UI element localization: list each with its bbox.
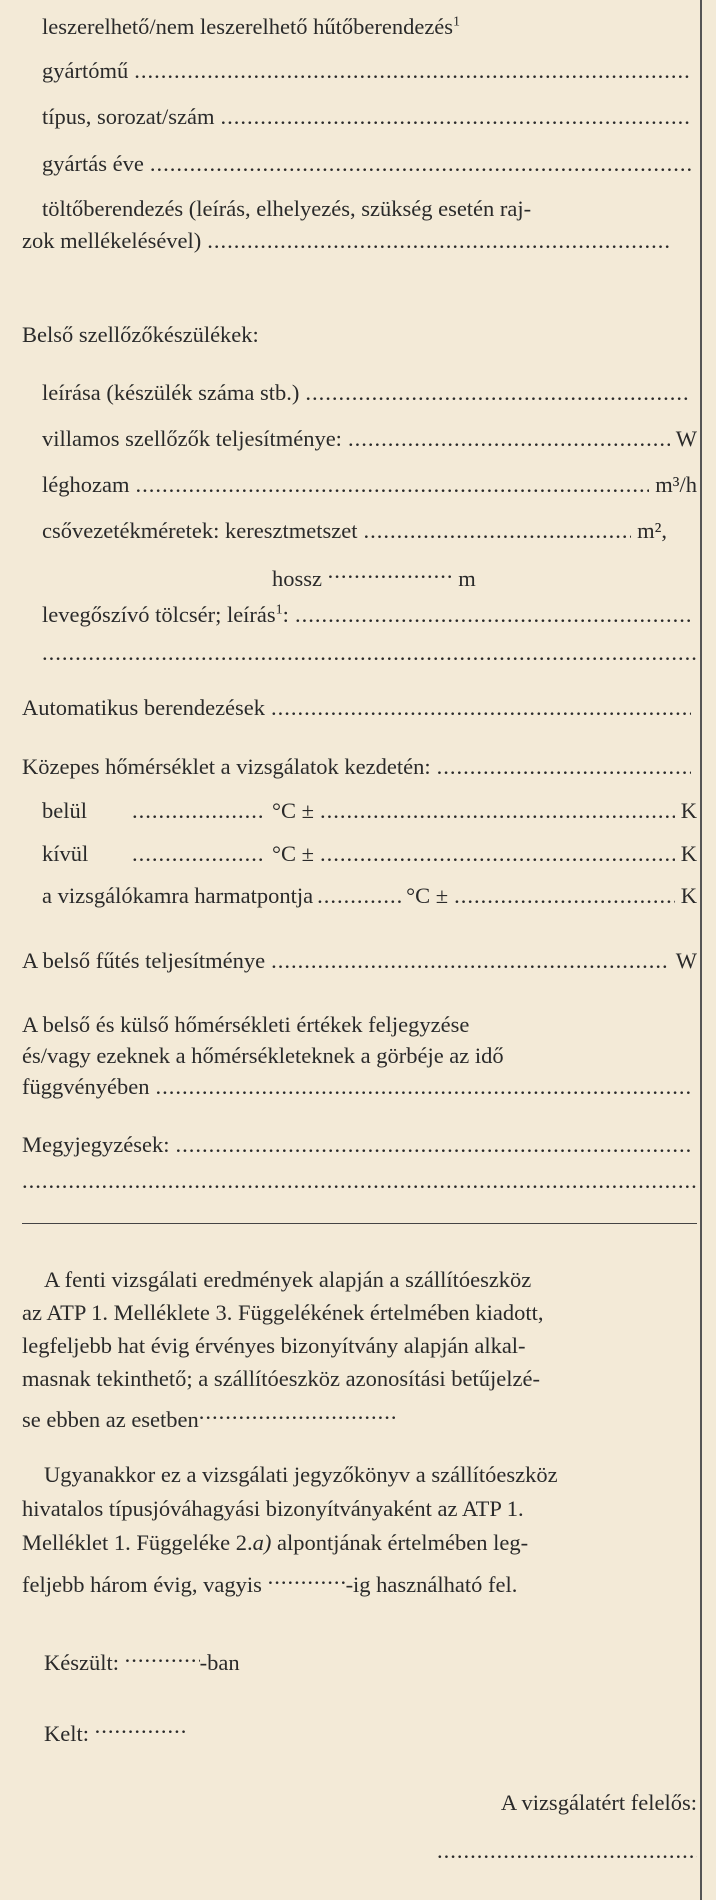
charging-line-1: töltőberendezés (leírás, elhelyezés, szükség esetén raj- — [42, 196, 532, 221]
responsible-label: A vizsgálatért felelős: — [500, 1790, 697, 1815]
temp-outside-field[interactable]: kívül ..... °C ± ..... K — [42, 839, 697, 869]
ventilation-description-field[interactable]: leírása (készülék száma stb.) ..... — [42, 378, 697, 408]
paragraph-2-line-1: Ugyanakkor ez a vizsgálati jegyzőkönyv a szállítóeszköz — [44, 1462, 558, 1487]
duct-cross-section-field[interactable]: csővezetékméretek: keresztmetszet ..... m², — [42, 516, 697, 546]
duct-length-field[interactable]: hossz ..... m — [272, 556, 572, 594]
paragraph-1-line-4: masnak tekinthető; a szállítóeszköz azonosítási betűjelzé- — [22, 1366, 540, 1391]
temp-inside-field[interactable]: belül ..... °C ± ..... K — [42, 796, 697, 826]
temperature-heading: Közepes hőmérséklet a vizsgálatok kezdetén: ..... — [22, 752, 697, 782]
identification-mark-field[interactable]: se ebben az esetben..... — [22, 1397, 662, 1435]
records-line-1: A belső és külső hőmérsékleti értékek feljegyzése — [22, 1012, 470, 1037]
type-series-field[interactable]: típus, sorozat/szám ..... — [42, 102, 697, 132]
remarks-continuation-line[interactable] — [22, 1166, 697, 1196]
records-line-2: és/vagy ezeknek a hőmérsékleteknek a görbéje az idő — [22, 1043, 504, 1068]
records-field[interactable]: függvényében ..... — [22, 1072, 697, 1102]
paragraph-2-line-2: hivatalos típusjóváhagyási bizonyítványaként az ATP 1. — [22, 1496, 524, 1521]
page-frame-line — [700, 0, 702, 1900]
remarks-field[interactable]: Megyjegyzések: ..... — [22, 1130, 697, 1160]
ventilation-heading: Belső szellőzőkészülékek: — [22, 322, 259, 347]
airflow-field[interactable]: léghozam ..... m³/h — [42, 470, 697, 500]
intake-continuation-line[interactable] — [42, 638, 697, 668]
date-field[interactable]: Kelt: ..... — [44, 1711, 716, 1749]
paragraph-1-line-1: A fenti vizsgálati eredmények alapján a szállítóeszköz — [44, 1267, 532, 1292]
year-field[interactable]: gyártás éve ..... — [42, 149, 697, 179]
paragraph-1-line-2: az ATP 1. Melléklete 3. Függelékének értelmében kiadott, — [22, 1300, 544, 1325]
validity-date-field[interactable]: feljebb három évig, vagyis ..... -ig használható fel. — [22, 1562, 697, 1600]
removable-unit-line: leszerelhető/nem leszerelhető hűtőberendezés$^1$ — [42, 14, 461, 39]
section-divider — [22, 1223, 697, 1224]
charging-field[interactable]: zok mellékelésével) ..... — [22, 226, 677, 256]
heating-power-field[interactable]: A belső fűtés teljesítménye ..... W — [22, 946, 697, 976]
made-at-field[interactable]: Készült: ..... -ban — [44, 1640, 716, 1678]
signature-field[interactable] — [437, 1836, 697, 1866]
paragraph-1-line-3: legfeljebb hat évig érvényes bizonyítvány alapján alkal- — [22, 1333, 526, 1358]
fan-power-field[interactable]: villamos szellőzők teljesítménye: ..... W — [42, 424, 697, 454]
paragraph-2-line-3: Melléklet 1. Függeléke 2.a) alpontjának értelmében leg- — [22, 1530, 529, 1555]
intake-field[interactable]: levegőszívó tölcsér; leírás$^1$: ..... — [42, 600, 697, 630]
automatic-equipment-field[interactable]: Automatikus berendezések ..... — [22, 693, 697, 723]
manufacturer-field[interactable]: gyártómű ..... — [42, 56, 697, 86]
dewpoint-field[interactable]: a vizsgálókamra harmatpontja ..... °C ± ..... K — [42, 881, 697, 911]
